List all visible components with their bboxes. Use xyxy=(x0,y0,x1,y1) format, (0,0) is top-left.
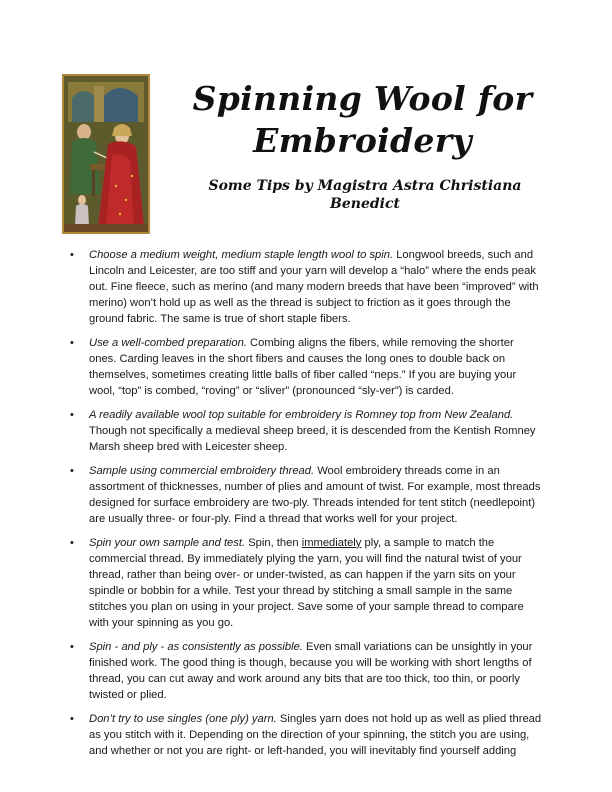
tip-lead: Use a well-combed preparation. xyxy=(89,337,247,350)
tip-lead: A readily available wool top suitable for embroidery is Romney top from New Zealand. xyxy=(89,409,514,422)
list-item xyxy=(66,407,544,455)
bullet-icon: • xyxy=(70,641,74,654)
tip-lead: Spin - and ply - as consistently as possible. xyxy=(89,641,303,654)
bullet-icon: • xyxy=(70,536,74,549)
title-line-1: Spinning Wool for xyxy=(192,79,533,118)
bullet-icon: • xyxy=(70,464,74,477)
tip-lead: Spin your own sample and test. xyxy=(89,536,246,549)
tips-list xyxy=(66,247,544,767)
bullet-icon: • xyxy=(70,249,74,261)
list-item xyxy=(66,639,544,703)
tip-body: Even small variations can be unsightly in your finished work. The good thing is though, because you will be working with short lengths of thread, you can cut away and work around any bits that are too thick, too thin, or poorly twisted or plied. xyxy=(89,641,533,702)
tip-body: Wool embroidery threads come in an assortment of thicknesses, number of plies and amount of twist. For example, most threads designed for surface embroidery are two-ply. Threads intended for tent stitch (needlepoint) are usually three- or four-ply. Find a thread that works well for your project. xyxy=(89,464,541,526)
bullet-icon: • xyxy=(70,337,74,350)
tip-body-pre: Spin, then xyxy=(245,536,302,549)
list-item xyxy=(66,535,544,632)
page-subtitle: Some Tips by Magistra Astra Christiana Benedict xyxy=(208,178,522,212)
list-item xyxy=(66,463,544,527)
list-item xyxy=(66,711,544,759)
tip-body: Longwool breeds, such and Lincoln and Leicester, are too stiff and your yarn will develop a “halo” where the ends peak out. Fine fleece, such as merino (and many modern breeds that have been “improved” with merino) won’t hold up as well as the thread is subject to friction as it goes through the ground fabric. The same is true of short staple fibers. xyxy=(89,249,539,326)
tip-body: Though not specifically a medieval sheep breed, it is descended from the Kentish Romney Marsh sheep bred with Leicester sheep. xyxy=(89,425,536,454)
tip-body: Singles yarn does not hold up as well as plied thread as you stitch with it. Depending on the direction of your spinning, the stitch you are using, and whether or not you are right- or left-handed, you will inevitably find yourself adding xyxy=(89,713,542,758)
tip-body: Combing aligns the fibers, while removing the shorter ones. Carding leaves in the short fibers and causes the long ones to double back on themselves, sometimes creating little balls of fiber called “neps.” If you are buying your wool, “top” is combed, “roving” or “sliver” (pronounced “sly-ver”) is carded. xyxy=(89,337,517,398)
page-title xyxy=(175,78,550,162)
tip-lead: Choose a medium weight, medium staple length wool to spin. xyxy=(89,249,394,261)
tip-underlined-word: immediately xyxy=(301,536,362,549)
bullet-icon: • xyxy=(70,409,74,422)
illumination-image xyxy=(62,74,150,234)
tip-lead: Don’t try to use singles (one ply) yarn. xyxy=(89,713,277,725)
list-item xyxy=(66,247,544,327)
list-item xyxy=(66,335,544,399)
tip-body: ply, a sample to match the commercial thread. By immediately plying the yarn, you will find the natural twist of your thread, rather than being over- or under-twisted, as can happen if the yarn sits on your spindle or bobbin for a while. Test your thread by stitching a small sample in the same stitches you plan on using in your project. Save some of your sample thread to compare with your spinning as you go. xyxy=(89,536,524,630)
title-line-2: Embroidery xyxy=(253,121,472,160)
tip-lead: Sample using commercial embroidery thread. xyxy=(89,464,315,477)
bullet-icon: • xyxy=(70,713,74,725)
